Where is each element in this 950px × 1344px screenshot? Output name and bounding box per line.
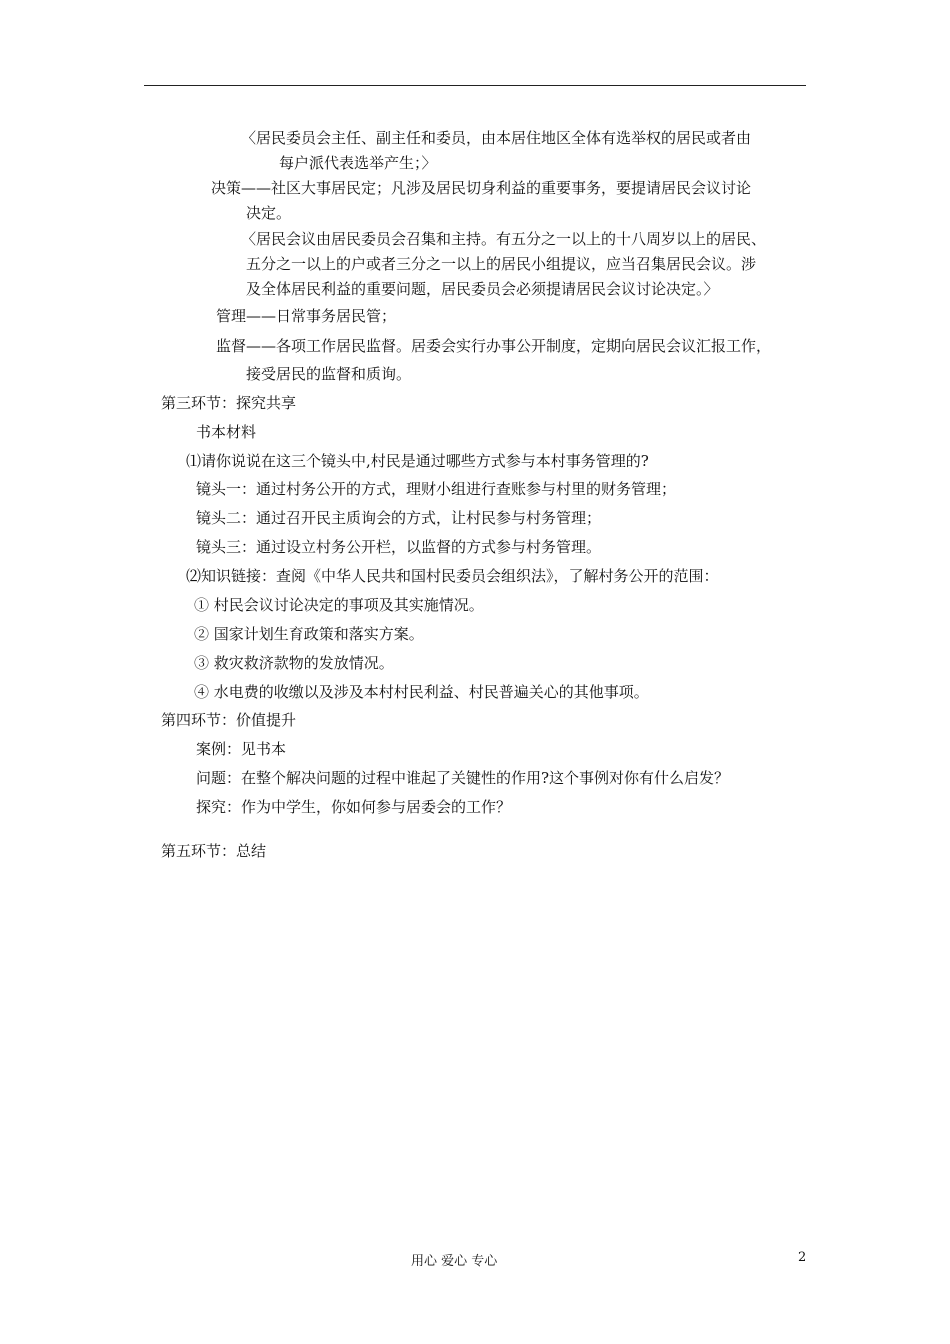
text-line: 接受居民的监督和质询。 [246, 365, 412, 383]
text-line: 书本材料 [196, 423, 257, 441]
text-line: 问题：在整个解决问题的过程中谁起了关键性的作用?这个事例对你有什么启发？ [196, 769, 730, 787]
section-heading: 第五环节：总结 [161, 842, 267, 860]
text-line: ⑴请你说说在这三个镜头中,村民是通过哪些方式参与本村事务管理的? [186, 452, 649, 470]
list-item: ① 村民会议讨论决定的事项及其实施情况。 [194, 596, 484, 614]
text-line: 决策——社区大事居民定；凡涉及居民切身利益的重要事务，要提请居民会议讨论 [211, 179, 752, 197]
text-line: 案例：见书本 [196, 740, 287, 758]
text-line: 监督——各项工作居民监督。居委会实行办事公开制度，定期向居民会议汇报工作， [216, 337, 772, 355]
text-line: 镜头二：通过召开民主质询会的方式，让村民参与村务管理； [196, 509, 602, 527]
section-heading: 第四环节：价值提升 [161, 711, 297, 729]
header-rule [144, 85, 806, 86]
list-item: ④ 水电费的收缴以及涉及本村村民利益、村民普遍关心的其他事项。 [194, 683, 649, 701]
list-item: ③ 救灾救济款物的发放情况。 [194, 654, 394, 672]
text-line: 探究：作为中学生，你如何参与居委会的工作？ [196, 798, 512, 816]
text-line: ⑵知识链接：查阅《中华人民共和国村民委员会组织法》，了解村务公开的范围： [186, 567, 719, 585]
text-line: 〈居民会议由居民委员会召集和主持。有五分之一以上的十八周岁以上的居民、 [241, 230, 767, 248]
text-line: 五分之一以上的户或者三分之一以上的居民小组提议，应当召集居民会议。涉 [246, 255, 757, 273]
section-heading: 第三环节：探究共享 [161, 394, 297, 412]
text-line: 每户派代表选举产生；〉 [279, 154, 437, 172]
page-number: 2 [798, 1250, 807, 1265]
text-line: 镜头一：通过村务公开的方式，理财小组进行查账参与村里的财务管理； [196, 480, 677, 498]
text-line: 管理——日常事务居民管； [216, 307, 397, 325]
text-line: 〈居民委员会主任、副主任和委员，由本居住地区全体有选举权的居民或者由 [241, 129, 752, 147]
text-line: 决定。 [246, 204, 292, 222]
text-line: 及全体居民利益的重要问题，居民委员会必须提请居民会议讨论决定。〉 [246, 280, 719, 298]
footer-motto: 用心 爱心 专心 [411, 1254, 498, 1269]
text-line: 镜头三：通过设立村务公开栏，以监督的方式参与村务管理。 [196, 538, 602, 556]
list-item: ② 国家计划生育政策和落实方案。 [194, 625, 424, 643]
